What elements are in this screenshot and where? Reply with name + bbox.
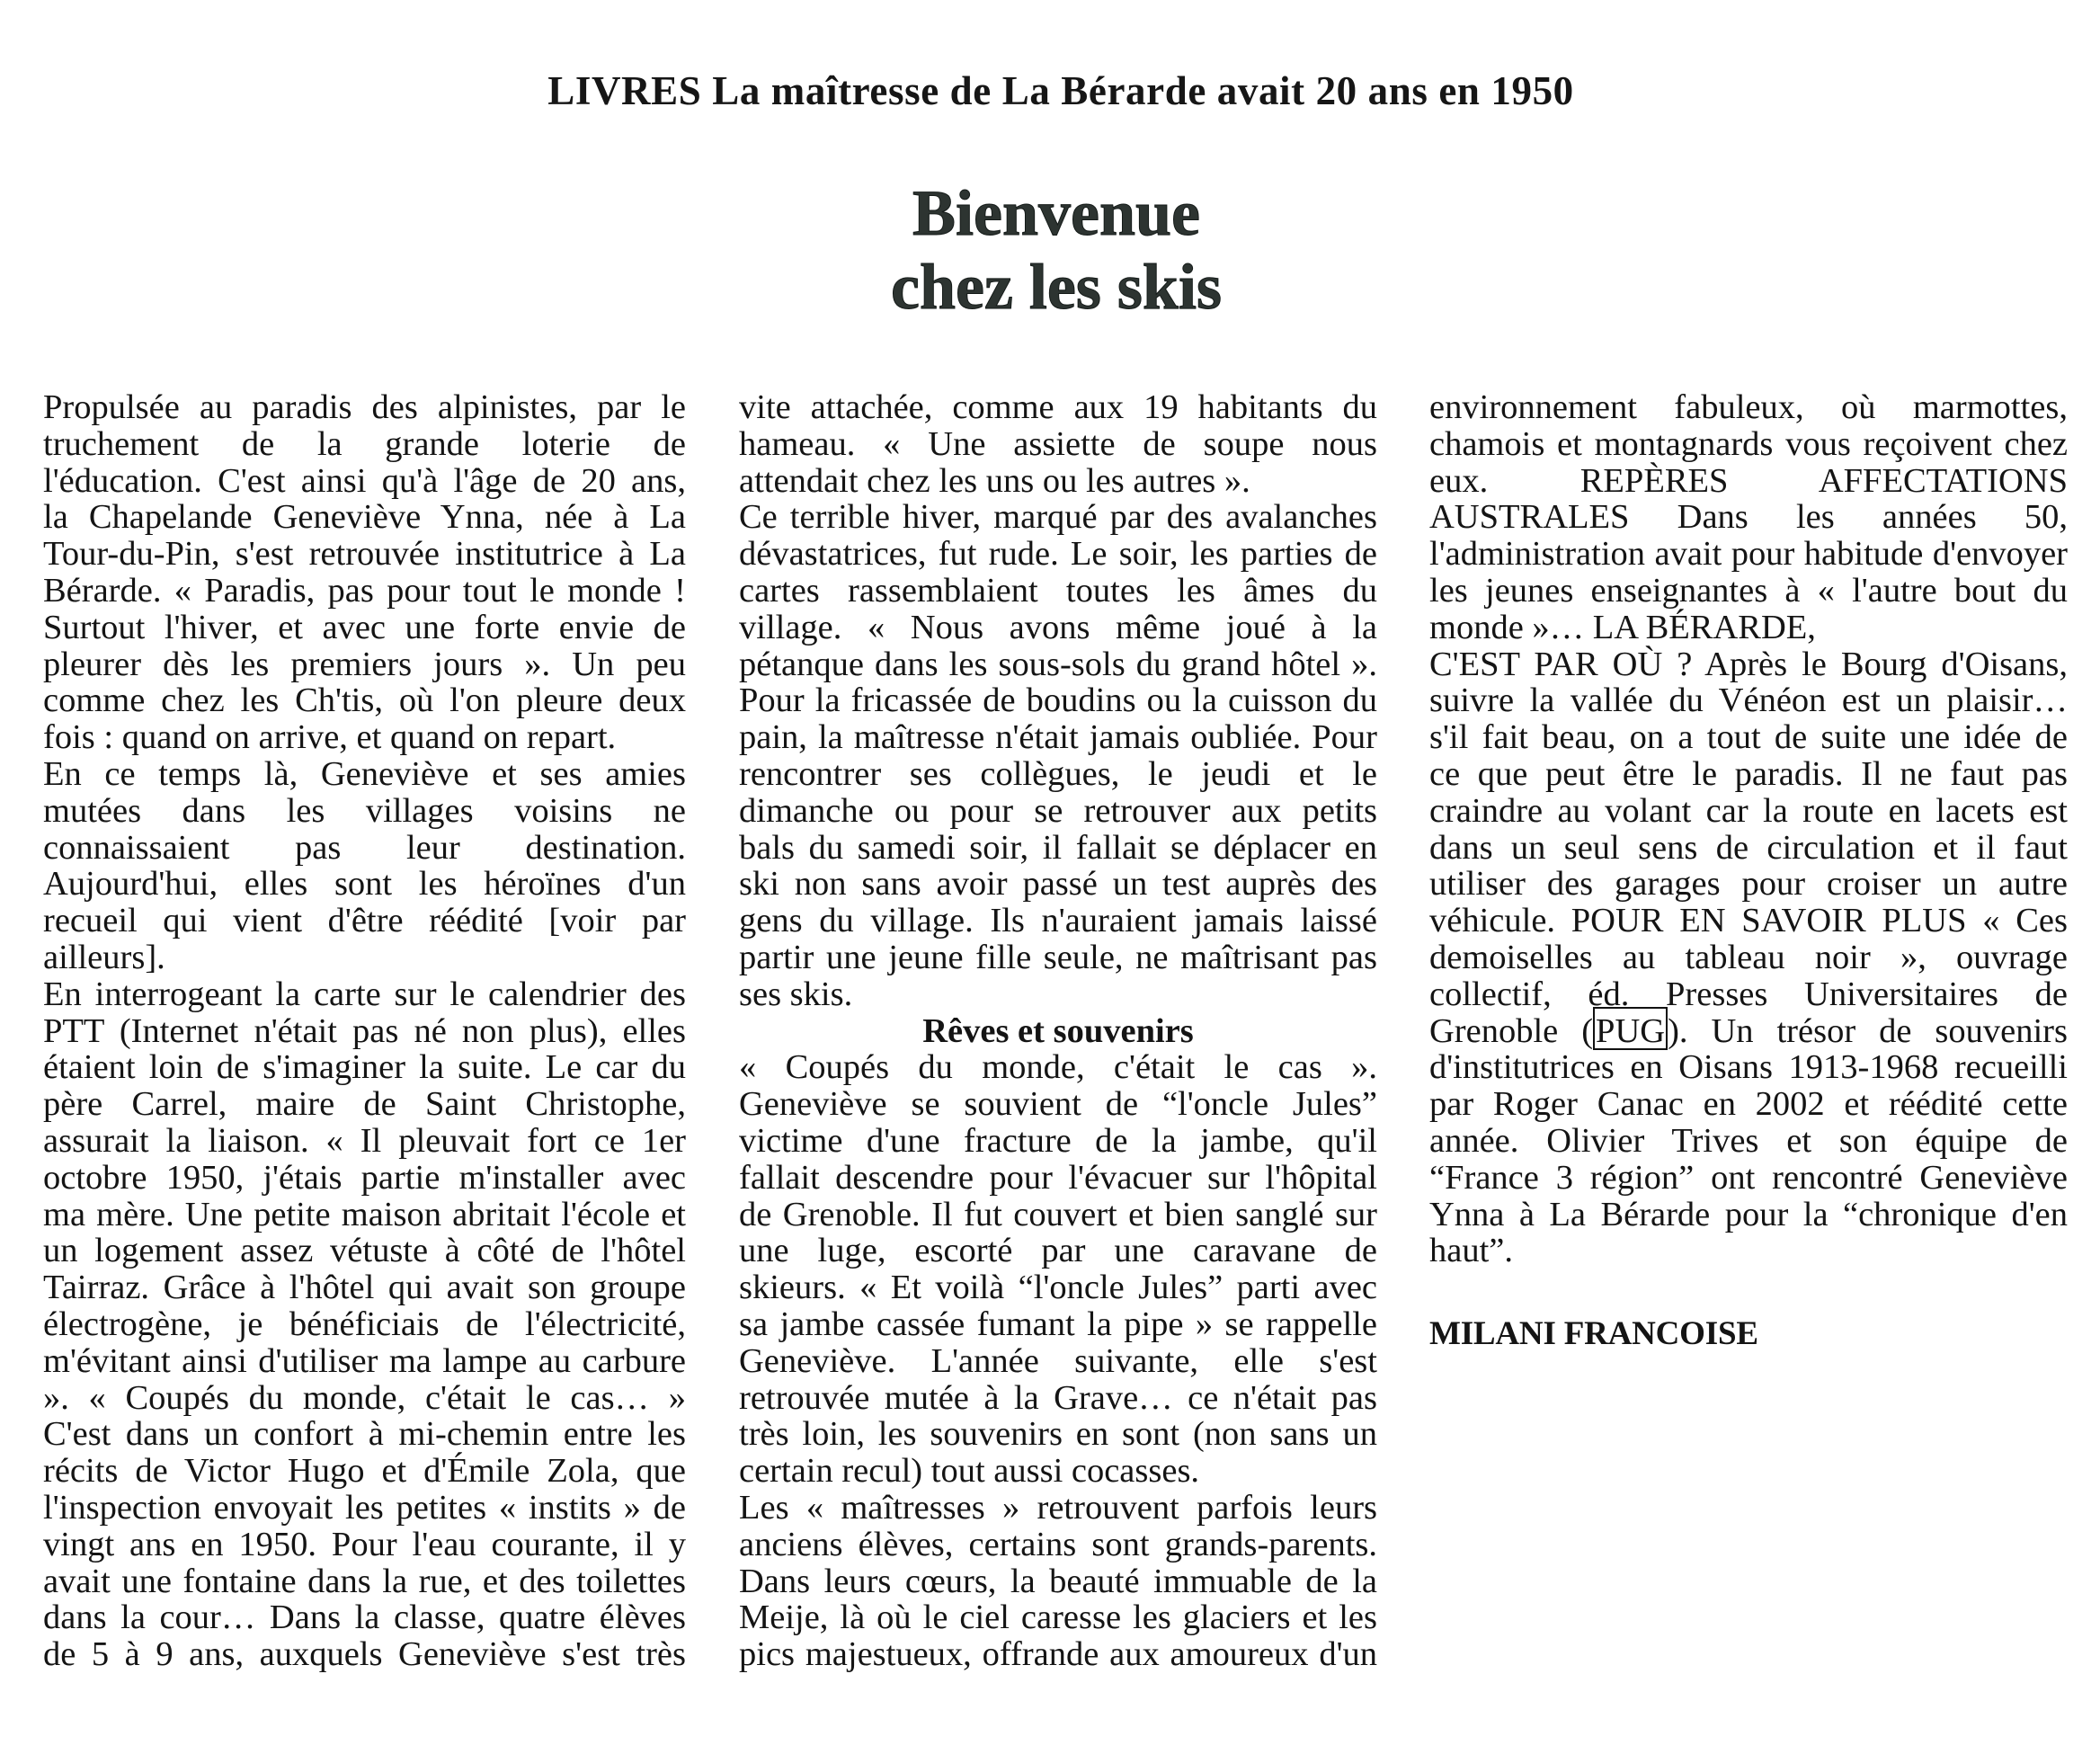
paragraph xyxy=(739,1049,1377,1490)
text-line: collectif, éd. Presses Universitaires de xyxy=(1429,975,2068,1013)
paragraph xyxy=(43,389,686,756)
text-line xyxy=(1429,1013,2068,1050)
text-line: ». « Coupés du monde, c'était le cas… » xyxy=(43,1378,686,1417)
text-line: ski non sans avoir passé un test auprès des xyxy=(739,865,1377,904)
text-line: s'il fait beau, on a tout de suite une idée de xyxy=(1429,718,2068,757)
article-kicker: LIVRES La maîtresse de La Bérarde avait 20 ans en 1950 xyxy=(547,68,1574,113)
text-line: rencontrer ses collègues, le jeudi et le xyxy=(739,754,1377,793)
author-byline: MILANI FRANCOISE xyxy=(1429,1315,1758,1353)
text-line: partir une jeune fille seule, ne maîtrisant pas xyxy=(739,938,1377,976)
text-line: d'institutrices en Oisans 1913-1968 recueilli xyxy=(1429,1048,2068,1087)
text-line: étaient loin de s'imaginer la suite. Le car du xyxy=(43,1048,686,1087)
text-line: pain, la maîtresse n'était jamais oubliée. Pour xyxy=(739,718,1377,757)
text-line: village. « Nous avons même joué à la xyxy=(739,608,1377,646)
text-line: monde »… LA BÉRARDE, xyxy=(1429,608,1816,646)
paragraph xyxy=(739,389,1377,499)
text-line: sa jambe cassée fumant la pipe » se rappelle xyxy=(739,1304,1377,1343)
text-line: par Roger Canac en 2002 et réédité cette xyxy=(1429,1085,2068,1124)
text-line: fois : quand on arrive, et quand on repart. xyxy=(43,718,617,757)
text-line: eux. REPÈRES AFFECTATIONS xyxy=(1429,461,2068,500)
text-line: électrogène, je bénéficiais de l'électricité, xyxy=(43,1304,686,1343)
text-line: PTT (Internet n'était pas né non plus), elles xyxy=(43,1011,686,1050)
text-line: dimanche ou pour se retrouver aux petits xyxy=(739,791,1377,830)
text-line: gens du village. Ils n'auraient jamais laissé xyxy=(739,902,1377,940)
text-line: hameau. « Une assiette de soupe nous xyxy=(739,424,1377,463)
text-line: cartes rassemblaient toutes les âmes du xyxy=(739,571,1377,610)
text-line: utiliser des garages pour croiser un autre xyxy=(1429,865,2068,904)
text-line: les jeunes enseignantes à « l'autre bout du xyxy=(1429,571,2068,610)
text-line: connaissaient pas leur destination. xyxy=(43,828,686,867)
text-line: Les « maîtresses » retrouvent parfois leurs xyxy=(739,1488,1377,1527)
text-line: Dans leurs cœurs, la beauté immuable de la xyxy=(739,1562,1377,1600)
paragraph xyxy=(739,499,1377,1012)
text-segment: Grenoble ( xyxy=(1429,1011,1594,1050)
text-line: une luge, escorté par une caravane de xyxy=(739,1232,1377,1270)
text-line: certain recul) tout aussi cocasses. xyxy=(739,1452,1200,1491)
text-line: haut”. xyxy=(1429,1232,1513,1270)
text-line: dévastatrices, fut rude. Le soir, les parties de xyxy=(739,535,1377,574)
text-line: En interrogeant la carte sur le calendrier des xyxy=(43,975,686,1013)
paragraph xyxy=(739,1490,1377,1673)
text-line: En ce temps là, Geneviève et ses amies xyxy=(43,754,686,793)
text-line: père Carrel, maire de Saint Christophe, xyxy=(43,1085,686,1124)
text-line: avait une fontaine dans la rue, et des toilettes xyxy=(43,1562,686,1600)
text-line: Meije, là où le ciel caresse les glaciers et les xyxy=(739,1598,1377,1637)
text-line: « Coupés du monde, c'était le cas ». xyxy=(739,1048,1377,1087)
text-line: Pour la fricassée de boudins ou la cuisson du xyxy=(739,681,1377,720)
text-line: dans un seul sens de circulation et il faut xyxy=(1429,828,2068,867)
text-line: Aujourd'hui, elles sont les héroïnes d'un xyxy=(43,865,686,904)
text-line: année. Olivier Trives et son équipe de xyxy=(1429,1121,2068,1160)
text-line: assurait la liaison. « Il pleuvait fort ce 1er xyxy=(43,1121,686,1160)
text-line: recueil qui vient d'être réédité [voir par xyxy=(43,902,686,940)
text-line: ce que peut être le paradis. Il ne faut pas xyxy=(1429,754,2068,793)
text-line: vingt ans en 1950. Pour l'eau courante, il y xyxy=(43,1525,686,1563)
title-line-2: chez les skis xyxy=(891,251,1222,323)
text-line: dans la cour… Dans la classe, quatre élèves xyxy=(43,1598,686,1637)
text-line: pétanque dans les sous-sols du grand hôtel ». xyxy=(739,645,1377,683)
text-segment: ). Un trésor de souvenirs xyxy=(1668,1011,2068,1050)
text-line: Tour-du-Pin, s'est retrouvée institutrice à La xyxy=(43,535,686,574)
text-line: “France 3 région” ont rencontré Geneviève xyxy=(1429,1158,2068,1197)
text-line: l'éducation. C'est ainsi qu'à l'âge de 20 ans, xyxy=(43,461,686,500)
text-line: retrouvée mutée à la Grave… ce n'était pas xyxy=(739,1378,1377,1417)
paragraph xyxy=(1429,646,2068,1270)
text-column-3 xyxy=(1429,389,2068,1353)
text-line: récits de Victor Hugo et d'Émile Zola, que xyxy=(43,1452,686,1491)
text-line: un logement assez vétuste à côté de l'hôtel xyxy=(43,1232,686,1270)
text-line: AUSTRALES Dans les années 50, xyxy=(1429,498,2068,537)
text-line: pics majestueux, offrande aux amoureux d'un xyxy=(739,1635,1377,1674)
text-line: très loin, les souvenirs en sont (non sans un xyxy=(739,1415,1377,1454)
text-line: mutées dans les villages voisins ne xyxy=(43,791,686,830)
text-column-2 xyxy=(739,389,1377,1673)
text-line: ailleurs]. xyxy=(43,938,165,976)
text-line: Tairraz. Grâce à l'hôtel qui avait son groupe xyxy=(43,1269,686,1307)
title-line-1: Bienvenue xyxy=(912,177,1201,249)
text-line: fallait descendre pour l'évacuer sur l'hôpital xyxy=(739,1158,1377,1197)
text-line: skieurs. « Et voilà “l'oncle Jules” parti avec xyxy=(739,1269,1377,1307)
text-line: octobre 1950, j'étais partie m'installer avec xyxy=(43,1158,686,1197)
paragraph xyxy=(43,756,686,976)
text-line: victime d'une fracture de la jambe, qu'il xyxy=(739,1121,1377,1160)
text-line: attendait chez les uns ou les autres ». xyxy=(739,461,1250,500)
text-line: Bérarde. « Paradis, pas pour tout le monde ! xyxy=(43,571,686,610)
text-line: chamois et montagnards vous reçoivent chez xyxy=(1429,424,2068,463)
boxed-abbreviation: PUG xyxy=(1593,1007,1668,1050)
text-line: vite attachée, comme aux 19 habitants du xyxy=(739,388,1377,426)
text-line: véhicule. POUR EN SAVOIR PLUS « Ces xyxy=(1429,902,2068,940)
text-line: pleurer dès les premiers jours ». Un peu xyxy=(43,645,686,683)
text-line: Ynna à La Bérarde pour la “chronique d'en xyxy=(1429,1195,2068,1233)
text-line: anciens élèves, certains sont grands-parents. xyxy=(739,1525,1377,1563)
text-line: bals du samedi soir, il fallait se déplacer en xyxy=(739,828,1377,867)
text-line: de Grenoble. Il fut couvert et bien sanglé sur xyxy=(739,1195,1377,1233)
text-line: suivre la vallée du Vénéon est un plaisir… xyxy=(1429,681,2068,720)
text-line: C'EST PAR OÙ ? Après le Bourg d'Oisans, xyxy=(1429,645,2068,683)
text-line: comme chez les Ch'tis, où l'on pleure deux xyxy=(43,681,686,720)
text-line: Geneviève se souvient de “l'oncle Jules” xyxy=(739,1085,1377,1124)
text-line: m'évitant ainsi d'utiliser ma lampe au carbure xyxy=(43,1341,686,1380)
text-line: ma mère. Une petite maison abritait l'école et xyxy=(43,1195,686,1233)
paragraph xyxy=(43,976,686,1673)
text-line: Propulsée au paradis des alpinistes, par le xyxy=(43,388,686,426)
text-line: demoiselles au tableau noir », ouvrage xyxy=(1429,938,2068,976)
text-line: de 5 à 9 ans, auxquels Geneviève s'est très xyxy=(43,1635,686,1674)
text-line: ses skis. xyxy=(739,975,853,1013)
text-line: C'est dans un confort à mi-chemin entre les xyxy=(43,1415,686,1454)
article-title xyxy=(0,176,2100,324)
text-line: truchement de la grande loterie de xyxy=(43,424,686,463)
text-line: Ce terrible hiver, marqué par des avalanches xyxy=(739,498,1377,537)
text-line: l'administration avait pour habitude d'envoyer xyxy=(1429,535,2068,574)
text-line: craindre au volant car la route en lacets est xyxy=(1429,791,2068,830)
text-line: Geneviève. L'année suivante, elle s'est xyxy=(739,1341,1377,1380)
paragraph xyxy=(1429,389,2068,646)
text-line: Surtout l'hiver, et avec une forte envie de xyxy=(43,608,686,646)
text-column-1 xyxy=(43,389,686,1673)
text-line: l'inspection envoyait les petites « instits » de xyxy=(43,1488,686,1527)
text-line: la Chapelande Geneviève Ynna, née à La xyxy=(43,498,686,537)
section-subheading: Rêves et souvenirs xyxy=(922,1011,1194,1050)
text-line: environnement fabuleux, où marmottes, xyxy=(1429,388,2068,426)
